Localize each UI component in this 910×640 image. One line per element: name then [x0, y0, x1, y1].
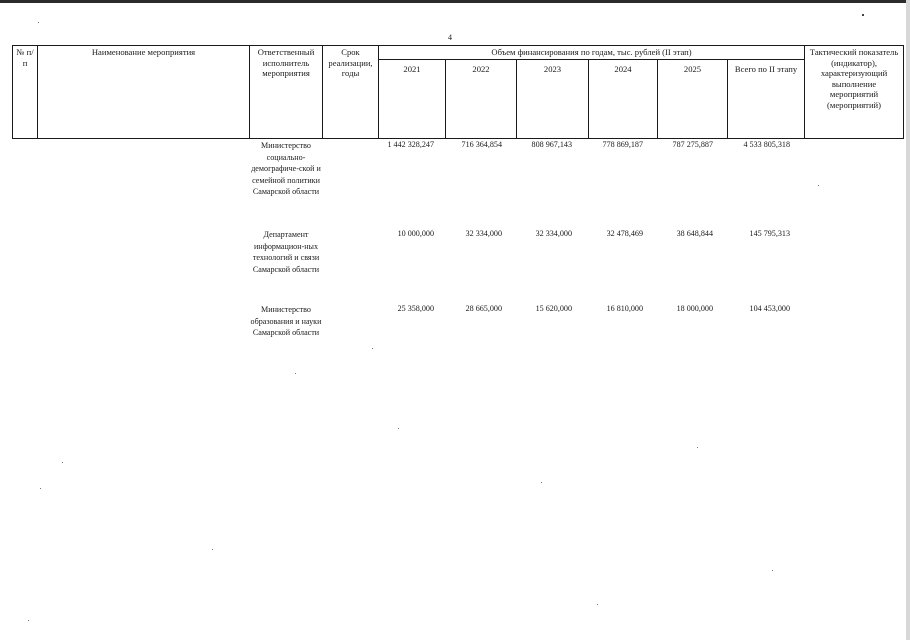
value-total: 4 533 805,318: [743, 140, 790, 149]
value-2025: 38 648,844: [676, 229, 713, 238]
header-year-2024: 2024: [589, 59, 658, 139]
header-year-2021: 2021: [379, 59, 446, 139]
header-period-cell: Срок реализации, годы: [323, 46, 379, 139]
scan-speck: [212, 549, 213, 550]
value-2023: 808 967,143: [531, 140, 572, 149]
executor-cell: Департамент информацион-ных технологий и связи Самарской области: [252, 230, 320, 274]
value-2022: 32 334,000: [465, 229, 502, 238]
value-2021: 10 000,000: [397, 229, 434, 238]
scan-speck: [295, 373, 296, 374]
value-2021: 25 358,000: [397, 304, 434, 313]
header-year-2025: 2025: [658, 59, 728, 139]
value-2021: 1 442 328,247: [387, 140, 434, 149]
scan-speck: [372, 348, 373, 349]
executor-cell: Министерство социально-демографиче-ской и семейной политики Самарской области: [251, 141, 321, 197]
scan-speck: [38, 22, 39, 23]
value-2023: 32 334,000: [535, 229, 572, 238]
value-2024: 16 810,000: [606, 304, 643, 313]
header-number-cell: № п/п: [13, 46, 38, 139]
header-executor-cell: Ответственный исполнитель мероприятия: [250, 46, 323, 139]
scan-speck: [62, 462, 63, 463]
scan-speck: [398, 428, 399, 429]
value-2025: 787 275,887: [672, 140, 713, 149]
value-2024: 32 478,469: [606, 229, 643, 238]
scan-speck: [697, 447, 698, 448]
scan-speck: [772, 570, 773, 571]
executor-cell: Министерство образования и науки Самарской области: [250, 305, 322, 338]
header-year-2022: 2022: [446, 59, 517, 139]
scan-speck: [541, 482, 542, 483]
header-funding-cell: Объем финансирования по годам, тыс. рублей (II этап): [379, 46, 805, 60]
value-2022: 716 364,854: [461, 140, 502, 149]
scan-edge: [0, 0, 910, 3]
scan-speck: [597, 604, 598, 605]
header-total: Всего по II этапу: [728, 59, 805, 139]
scan-speck: [28, 620, 29, 621]
header-name-cell: Наименование мероприятия: [38, 46, 250, 139]
header-indicator-cell: Тактический показатель (индикатор), характеризующий выполнение мероприятий (мероприятий): [805, 46, 904, 139]
value-2023: 15 620,000: [535, 304, 572, 313]
value-2022: 28 665,000: [465, 304, 502, 313]
scan-speck: [818, 185, 819, 186]
scan-shadow: [906, 0, 910, 640]
page-number: 4: [448, 33, 452, 42]
value-2024: 778 869,187: [602, 140, 643, 149]
value-total: 104 453,000: [749, 304, 790, 313]
scan-speck: [40, 488, 41, 489]
header-table: [12, 45, 904, 139]
value-2025: 18 000,000: [676, 304, 713, 313]
scan-speck: [862, 14, 864, 16]
value-total: 145 795,313: [749, 229, 790, 238]
header-year-2023: 2023: [517, 59, 589, 139]
